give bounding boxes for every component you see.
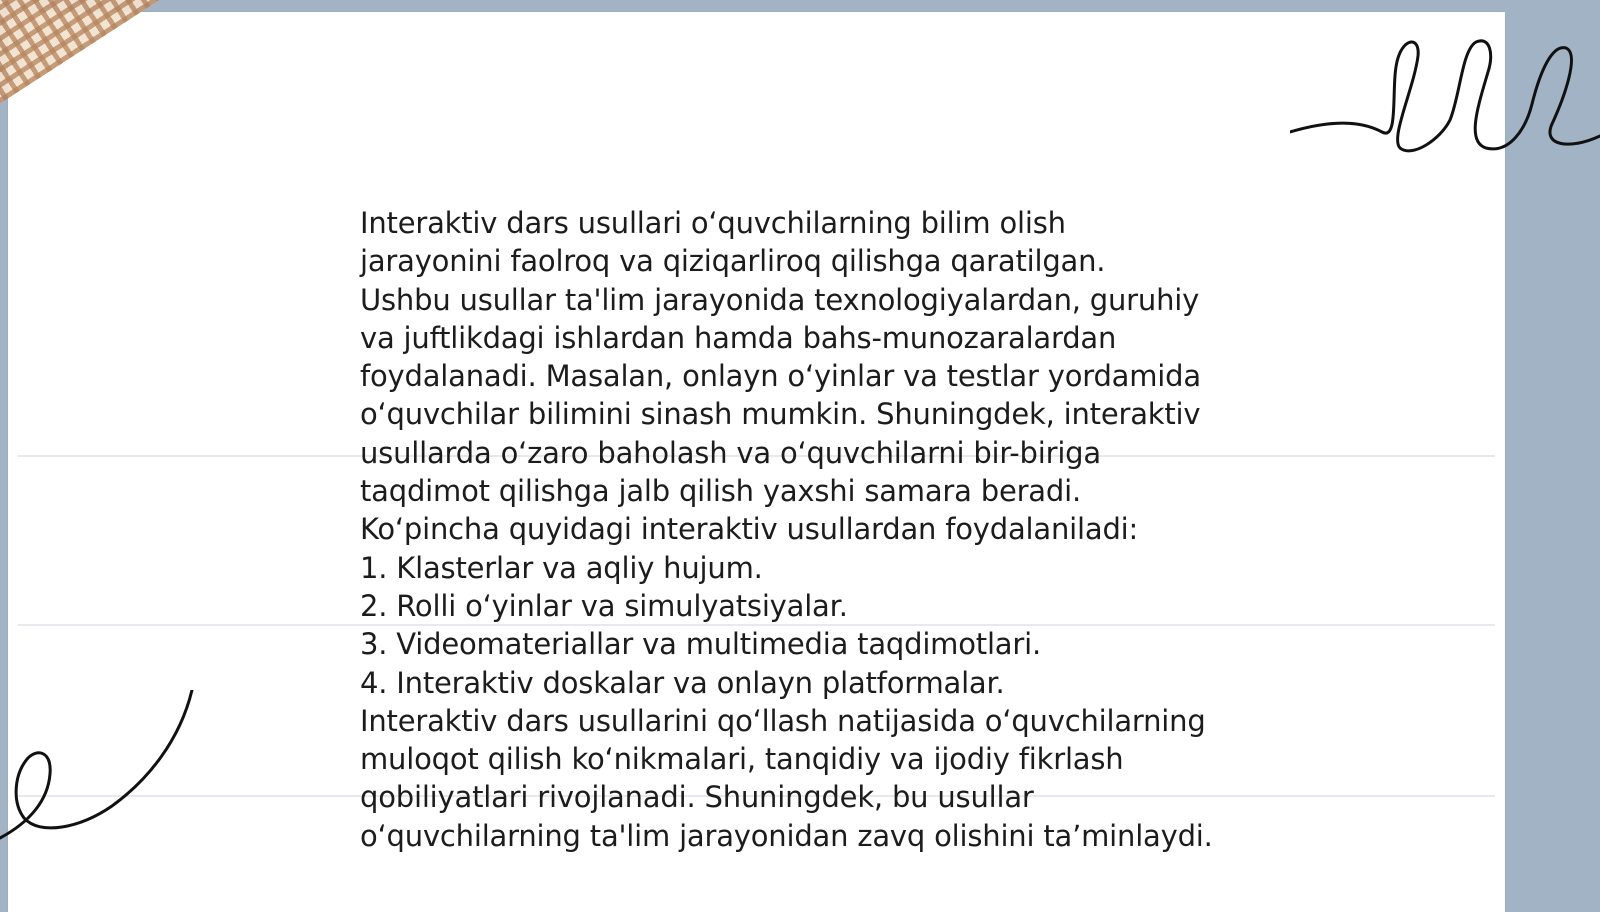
loop-scribble-icon: [1290, 28, 1600, 168]
text-line: foydalanadi. Masalan, onlayn o‘yinlar va testlar yordamida: [360, 359, 1201, 394]
text-line: Ushbu usullar ta'lim jarayonida texnologiyalardan, guruhiy: [360, 282, 1200, 317]
list-item: 1. Klasterlar va aqliy hujum.: [360, 550, 763, 585]
text-line: Interaktiv dars usullarini qo‘llash natijasida o‘quvchilarning: [360, 703, 1206, 738]
list-item: 2. Rolli o‘yinlar va simulyatsiyalar.: [360, 588, 848, 623]
text-line: va juftlikdagi ishlardan hamda bahs-munozaralardan: [360, 320, 1117, 355]
text-line: jarayonini faolroq va qiziqarliroq qilishga qaratilgan.: [360, 244, 1106, 279]
list-item: 4. Interaktiv doskalar va onlayn platformalar.: [360, 665, 1005, 700]
text-line: Ko‘pincha quyidagi interaktiv usullardan foydalaniladi:: [360, 512, 1139, 547]
list-item: 3. Videomateriallar va multimedia taqdimotlari.: [360, 627, 1041, 662]
text-line: usullarda o‘zaro baholash va o‘quvchilarni bir-biriga: [360, 435, 1101, 470]
swirl-scribble-icon: [0, 690, 200, 850]
text-line: taqdimot qilishga jalb qilish yaxshi samara beradi.: [360, 474, 1081, 509]
text-line: o‘quvchilar bilimini sinash mumkin. Shuningdek, interaktiv: [360, 397, 1201, 432]
text-line: Interaktiv dars usullari o‘quvchilarning bilim olish: [360, 206, 1066, 240]
text-line: qobiliyatlari rivojlanadi. Shuningdek, bu usullar: [360, 780, 1034, 815]
body-text: [360, 204, 1260, 855]
text-line: muloqot qilish ko‘nikmalari, tanqidiy va ijodiy fikrlash: [360, 742, 1124, 777]
text-line: o‘quvchilarning ta'lim jarayonidan zavq olishini ta’minlaydi.: [360, 818, 1213, 853]
